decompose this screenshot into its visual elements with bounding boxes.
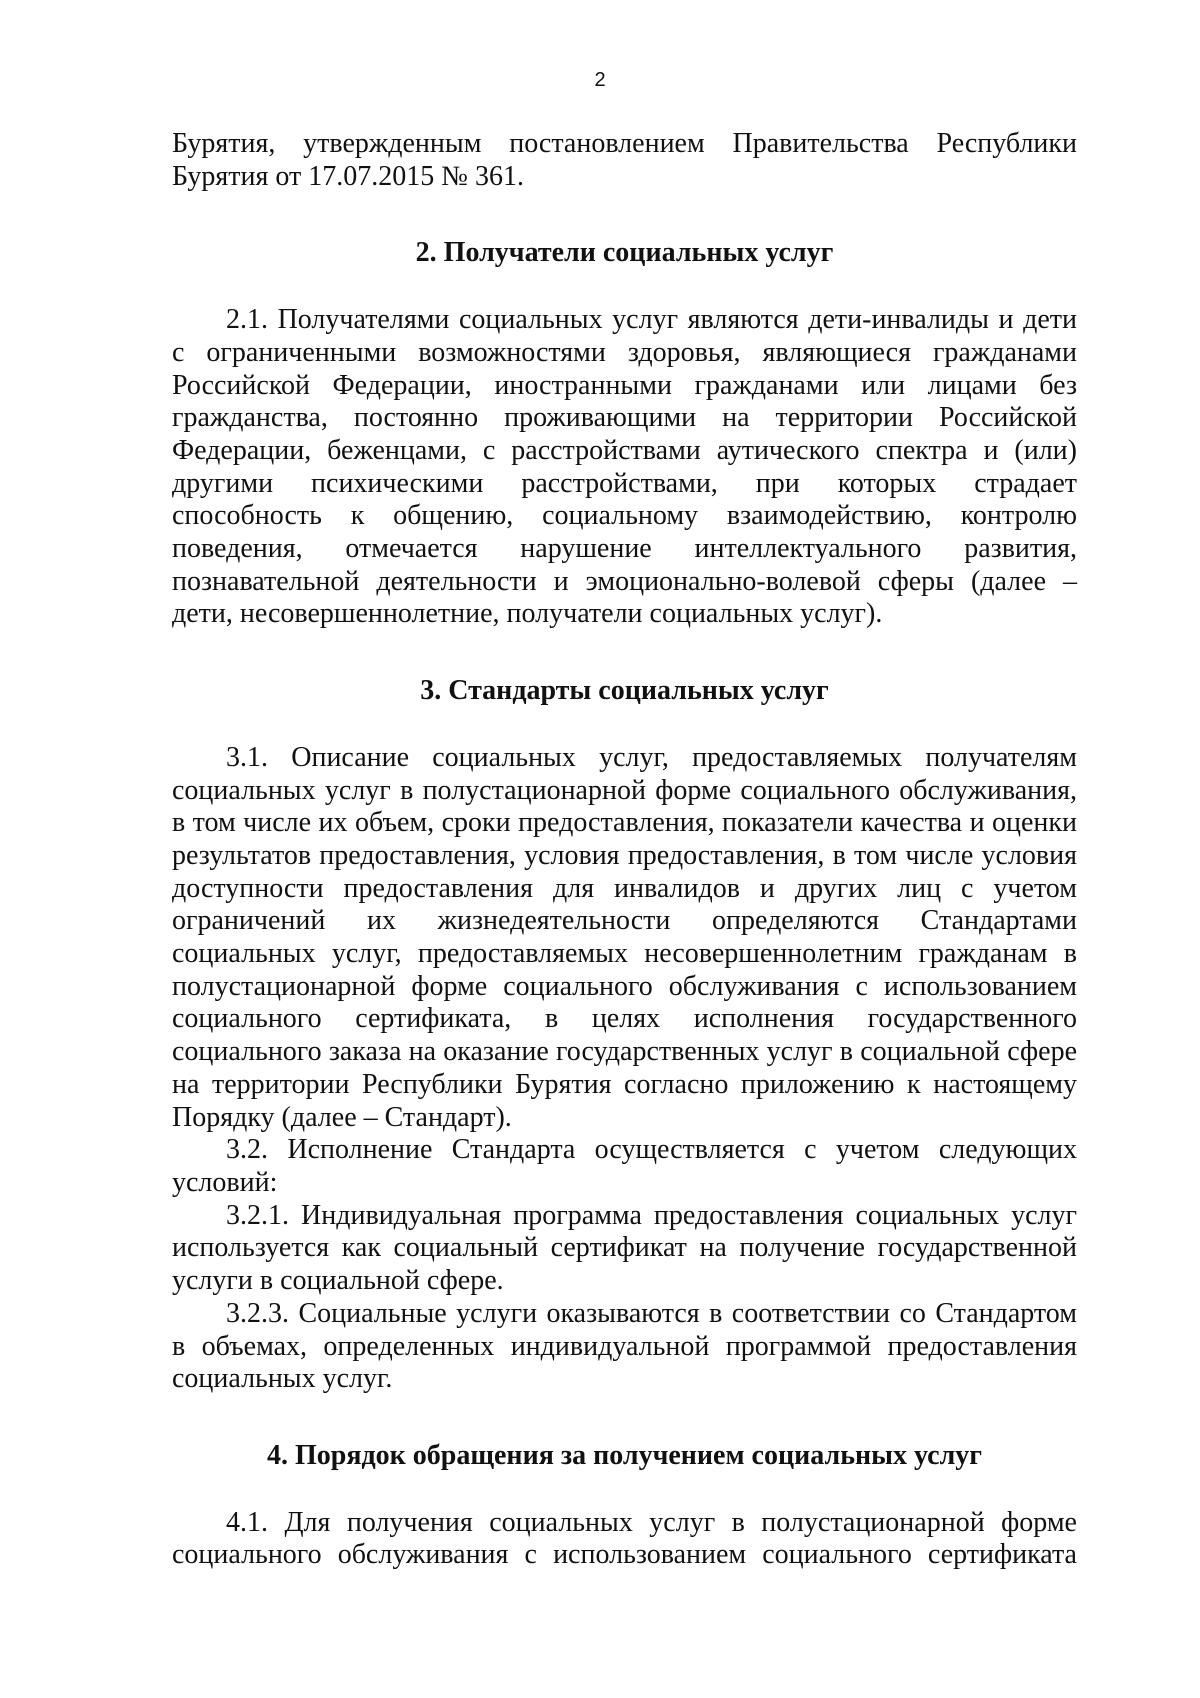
document-body <box>172 128 1077 1572</box>
spacer <box>172 193 1077 237</box>
spacer <box>172 1396 1077 1440</box>
section-4-heading: 4. Порядок обращения за получением социальных услуг <box>267 1439 982 1471</box>
spacer <box>172 708 1077 742</box>
spacer <box>172 1473 1077 1507</box>
intro-paragraph: Бурятия, утвержденным постановлением Правительства Республики Бурятия от 17.07.2015 № 361. <box>172 128 1077 192</box>
spacer <box>172 270 1077 304</box>
section-3-paragraph-2: 3.2. Исполнение Стандарта осуществляется с учетом следующих условий: <box>172 1134 1077 1198</box>
section-3-paragraph-1: 3.1. Описание социальных услуг, предоставляемых получателям социальных услуг в полустационарной форме социального обслуживания, в том числе их объем, сроки предоставления, показатели качества и оценки результатов предоставления, условия предоставления, в том числе условия доступности предоставления для инвалидов и других лиц с учетом ограничений их жизнедеятельности определяются Стандартами социальных услуг, предоставляемых несовершеннолетним гражданам в полустационарной форме социального обслуживания с использованием социального сертификата, в целях исполнения государственного социального заказа на оказание государственных услуг в социальной сфере на территории Республики Бурятия согласно приложению к настоящему Порядку (далее – Стандарт). <box>172 741 1077 1133</box>
page-number: 2 <box>594 69 606 91</box>
section-3-paragraph-3: 3.2.1. Индивидуальная программа предоставления социальных услуг используется как социальный сертификат на получение государственной услуги в социальной сфере. <box>172 1199 1077 1297</box>
spacer <box>172 631 1077 675</box>
section-2-heading: 2. Получатели социальных услуг <box>415 237 834 269</box>
section-3-paragraph-4: 3.2.3. Социальные услуги оказываются в соответствии со Стандартом в объемах, определенных индивидуальной программой предоставления социальных услуг. <box>172 1297 1077 1395</box>
section-2-paragraph-1: 2.1. Получателями социальных услуг являются дети-инвалиды и дети с ограниченными возможностями здоровья, являющиеся гражданами Российской Федерации, иностранными гражданами или лицами без гражданства, постоянно проживающими на территории Российской Федерации, беженцами, с расстройствами аутического спектра и (или) другими психическими расстройствами, при которых страдает способность к общению, социальному взаимодействию, контролю поведения, отмечается нарушение интеллектуального развития, познавательной деятельности и эмоционально-волевой сферы (далее – дети, несовершеннолетние, получатели социальных услуг). <box>172 304 1077 630</box>
section-4-paragraph-1: 4.1. Для получения социальных услуг в полустационарной форме социального обслуживания с использованием социального сертификата <box>172 1506 1077 1571</box>
section-3-heading: 3. Стандарты социальных услуг <box>420 675 829 707</box>
